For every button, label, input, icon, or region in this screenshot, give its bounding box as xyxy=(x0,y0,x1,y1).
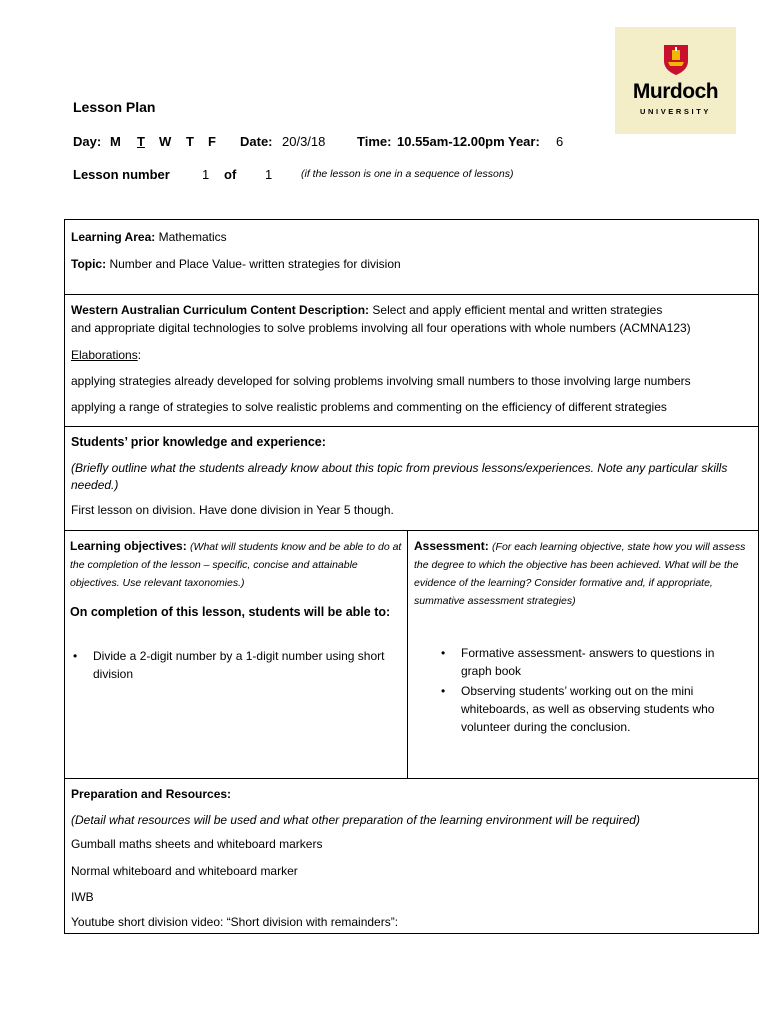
assessment-item xyxy=(441,644,746,680)
objective-item xyxy=(73,647,393,683)
curriculum-line-2: and appropriate digital technologies to solve problems involving all four operations with whole numbers (ACMNA123) xyxy=(71,321,691,335)
curriculum-line-1: Select and apply efficient mental and written strategies xyxy=(372,303,663,317)
bullet-icon: • xyxy=(441,684,446,698)
lesson-number-label: Lesson number xyxy=(73,167,170,182)
assessment-text: Formative assessment- answers to questions in graph book xyxy=(461,646,715,678)
prior-knowledge-label: Students’ prior knowledge and experience: xyxy=(71,435,326,449)
date-label: Date: xyxy=(240,134,273,149)
completion-statement: On completion of this lesson, students will be able to: xyxy=(70,605,391,619)
year-label: Year: xyxy=(508,134,540,149)
objective-text: Divide a 2-digit number by a 1-digit number using short division xyxy=(93,649,385,681)
day-label: Day: xyxy=(73,134,102,149)
day-t-selected: T xyxy=(137,134,145,149)
logo-name: Murdoch xyxy=(632,80,719,103)
assessment-instructions: (For each learning objective, state how you will assess the degree to which the objective has been achieved. What will be the evidence of the learning? Consider formative and, if appropriate, summative assessment strategies) xyxy=(414,541,746,607)
time-label: Time: xyxy=(357,134,392,149)
prior-knowledge-instructions-1: (Briefly outline what the students already know about this topic from previous lessons/experiences. Note any particular skills xyxy=(71,461,728,475)
learning-objectives-column xyxy=(70,538,402,622)
curriculum-section: Western Australian Curriculum Content Description: Select and apply efficient mental and written strategies and appropriate digital technologies to solve problems involving all four operations with whole numbers (ACMNA123) Elaborations: applying strategies already developed for solving problems involving small numbers to those involving large numbers applying a range of strategies to solve realistic problems and commenting on the efficiency of different strategies xyxy=(64,295,759,427)
sequence-note: (if the lesson is one in a sequence of lessons) xyxy=(301,168,514,180)
day-m: M xyxy=(110,134,121,149)
assessment-column xyxy=(414,538,752,610)
prior-knowledge-instructions-2: needed.) xyxy=(71,478,119,492)
assessment-item xyxy=(441,682,746,736)
resource-item: Gumball maths sheets and whiteboard markers xyxy=(71,837,323,851)
day-f: F xyxy=(208,134,216,149)
resource-item: Normal whiteboard and whiteboard marker xyxy=(71,864,298,878)
year-value: 6 xyxy=(556,134,564,149)
learning-objectives-instructions: (What will students know and be able to do at the completion of the lesson – specific, concise and attainable objectives. Use relevant taxonomies.) xyxy=(70,541,402,589)
resources-section xyxy=(64,779,759,934)
elaborations-label: Elaborations xyxy=(71,348,138,362)
prior-knowledge-value: First lesson on division. Have done division in Year 5 though. xyxy=(71,503,394,517)
assessment-label: Assessment: xyxy=(414,539,489,553)
time-value: 10.55am-12.00pm xyxy=(397,134,505,149)
topic-label: Topic: xyxy=(71,257,107,271)
column-divider xyxy=(407,531,408,779)
lesson-total-value: 1 xyxy=(265,167,273,182)
prior-knowledge-section xyxy=(64,427,759,531)
lesson-number-value: 1 xyxy=(202,167,210,182)
day-w: W xyxy=(159,134,172,149)
elaboration-item: applying a range of strategies to solve realistic problems and commenting on the efficiency of different strategies xyxy=(71,400,667,414)
elaboration-item: applying strategies already developed for solving problems involving small numbers to those involving large numbers xyxy=(71,374,691,388)
resources-label: Preparation and Resources: xyxy=(71,787,232,801)
murdoch-university-logo xyxy=(615,27,736,134)
bullet-icon: • xyxy=(73,649,78,663)
topic-value: Number and Place Value- written strategies for division xyxy=(109,257,401,271)
day-t: T xyxy=(186,134,194,149)
learning-area-label: Learning Area: xyxy=(71,230,156,244)
bullet-icon: • xyxy=(441,646,446,660)
logo-subtitle: UNIVERSITY xyxy=(639,107,711,116)
learning-area-section xyxy=(64,219,759,295)
learning-objectives-label: Learning objectives: xyxy=(70,539,187,553)
shield-icon xyxy=(663,44,689,76)
resource-item: IWB xyxy=(71,890,94,904)
resources-instructions: (Detail what resources will be used and what other preparation of the learning environment will be required) xyxy=(71,813,640,827)
learning-area-value: Mathematics xyxy=(158,230,227,244)
resource-item: Youtube short division video: “Short division with remainders”: xyxy=(71,915,399,929)
curriculum-label: Western Australian Curriculum Content Description: xyxy=(71,303,370,317)
date-value: 20/3/18 xyxy=(282,134,326,149)
of-label: of xyxy=(224,167,237,182)
assessment-text: Observing students’ working out on the mini whiteboards, as well as observing students who volunteer during the conclusion. xyxy=(461,684,715,734)
page-title: Lesson Plan xyxy=(73,99,156,115)
